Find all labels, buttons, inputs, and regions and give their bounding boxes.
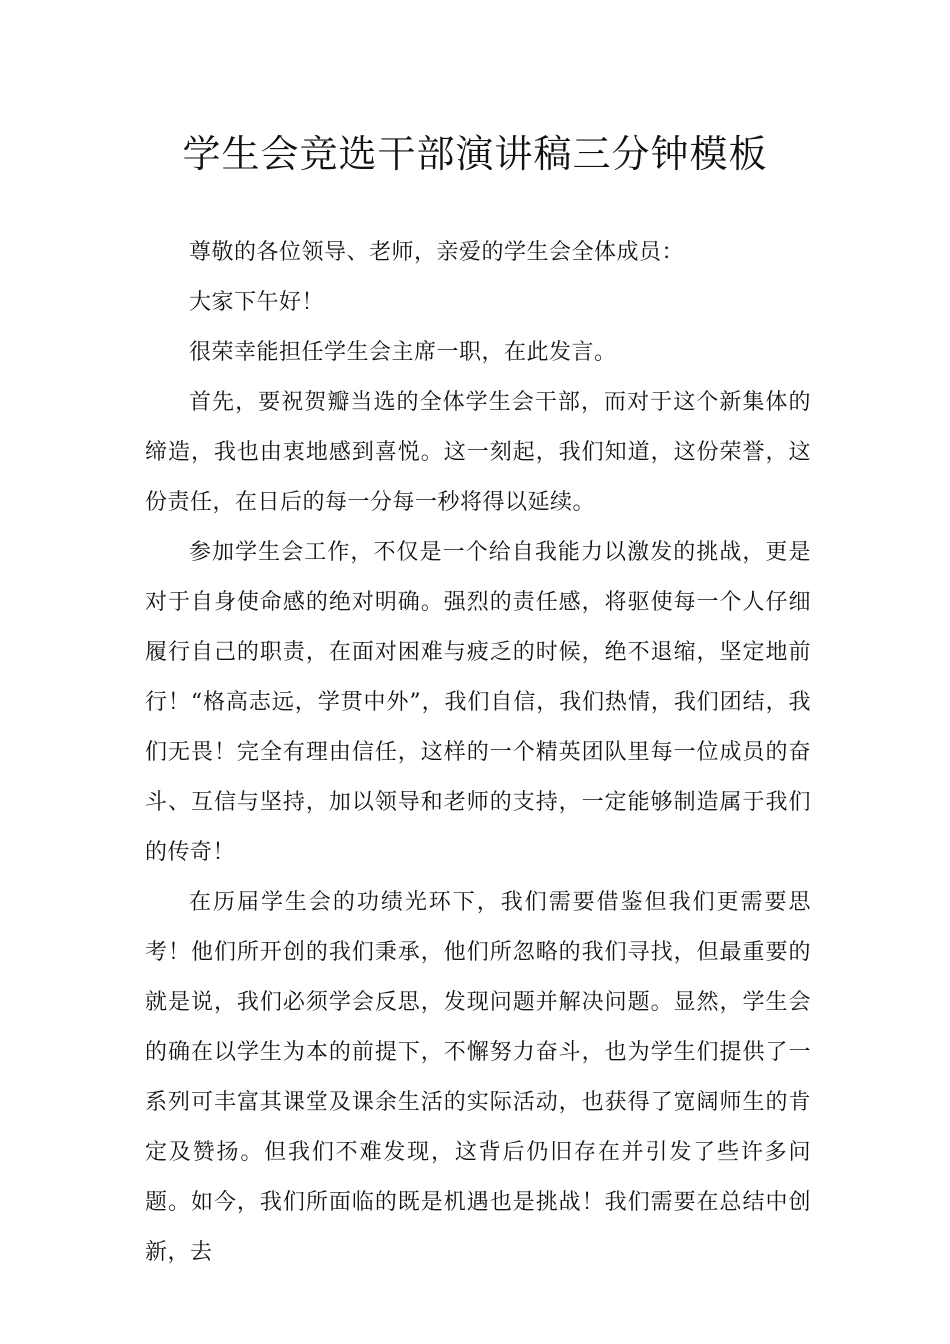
paragraph-hello: 大家下午好！ — [189, 290, 325, 315]
paragraph-honor: 很荣幸能担任学生会主席一职，在此发言。 — [189, 340, 617, 365]
paragraph-greeting: 尊敬的各位领导、老师，亲爱的学生会全体成员： — [189, 240, 685, 265]
document-title: 学生会竞选干部演讲稿三分钟模板 — [182, 132, 768, 176]
document-body — [145, 228, 811, 1278]
paragraph-reflection: 在历届学生会的功绩光环下，我们需要借鉴但我们更需要思考！他们所开创的我们秉承，他们所忽略的我们寻找，但最重要的就是说，我们必须学会反思，发现问题并解决问题。显然，学生会的确在以学生为本的前提下，不懈努力奋斗，也为学生们提供了一系列可丰富其课堂及课余生活的实际活动，也获得了宽阔师生的肯定及赞扬。但我们不难发现，这背后仍旧存在并引发了些许多问题。如今，我们所面临的既是机遇也是挑战！我们需要在总结中创新，去 — [145, 890, 811, 1265]
paragraph-responsibility: 参加学生会工作，不仅是一个给自我能力以激发的挑战，更是对于自身使命感的绝对明确。强烈的责任感，将驱使每一个人仔细履行自己的职责，在面对困难与疲乏的时候，绝不退缩，坚定地前行！“格高志远，学贯中外”，我们自信，我们热情，我们团结，我们无畏！完全有理由信任，这样的一个精英团队里每一位成员的奋斗、互信与坚持，加以领导和老师的支持，一定能够制造属于我们的传奇！ — [145, 540, 811, 865]
paragraph-congratulations: 首先，要祝贺瓣当选的全体学生会干部，而对于这个新集体的缔造，我也由衷地感到喜悦。这一刻起，我们知道，这份荣誉，这份责任，在日后的每一分每一秒将得以延续。 — [145, 390, 811, 515]
